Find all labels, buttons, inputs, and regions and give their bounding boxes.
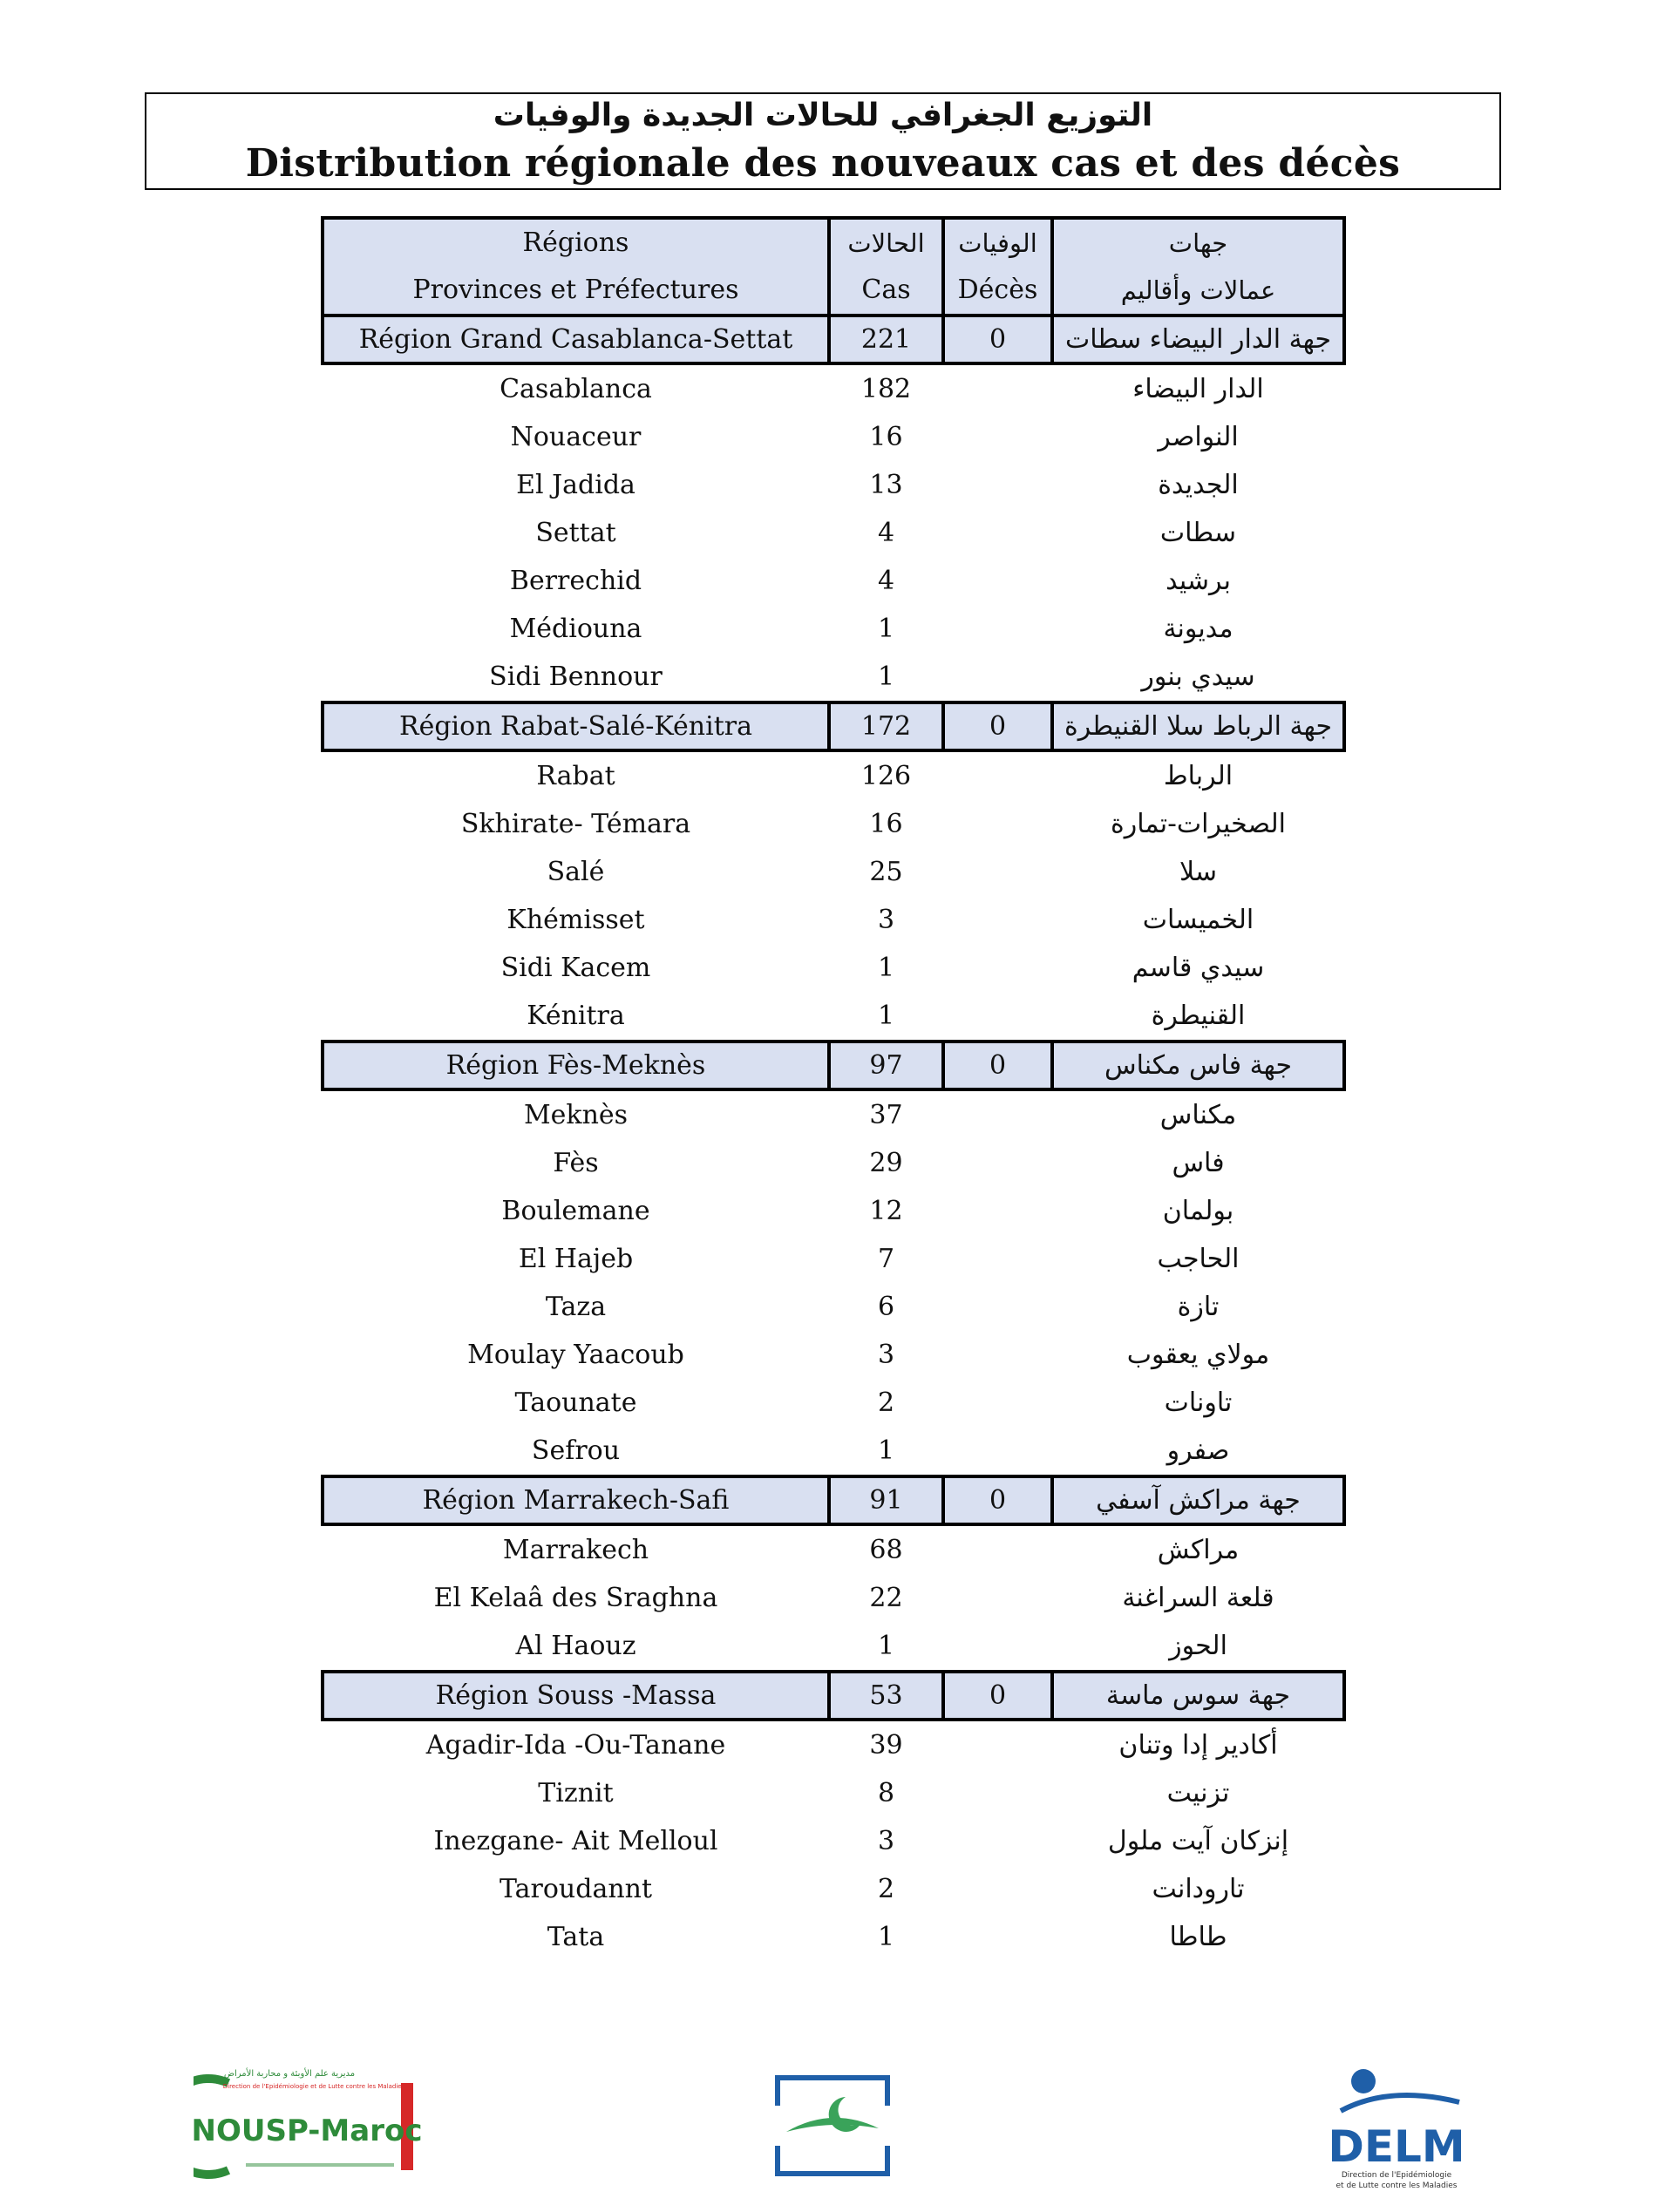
province-name-ar: سطات — [1159, 518, 1237, 548]
province-cas: 1 — [877, 1631, 895, 1661]
province-deces — [943, 413, 1052, 461]
province-deces — [943, 1331, 1052, 1379]
province-name-ar: الدار البيضاء — [1132, 374, 1264, 404]
province-deces — [943, 1427, 1052, 1476]
province-name-ar: تاونات — [1164, 1388, 1233, 1418]
province-name-ar: برشيد — [1166, 566, 1231, 596]
region-row — [323, 316, 1344, 363]
province-cas: 25 — [869, 857, 903, 887]
province-name: Médiouna — [509, 614, 642, 644]
province-name-ar: سيدي قاسم — [1132, 953, 1265, 983]
header-regions-line2: Provinces et Préfectures — [412, 275, 739, 305]
province-row — [323, 1865, 1344, 1913]
province-row — [323, 1720, 1344, 1769]
region-name-ar: جهة الدار البيضاء سطات — [1052, 316, 1344, 363]
region-cas: 172 — [829, 702, 943, 750]
province-name: Tiznit — [538, 1778, 614, 1808]
province-name: Berrechid — [509, 566, 642, 596]
province-name-ar: سلا — [1179, 857, 1218, 887]
province-name-ar: بولمان — [1162, 1196, 1234, 1226]
province-cas: 1 — [877, 614, 895, 644]
province-name: Nouaceur — [510, 422, 642, 452]
province-name-ar: القنيطرة — [1151, 1001, 1246, 1031]
header-cas — [829, 218, 943, 316]
province-name-ar: فاس — [1172, 1148, 1225, 1178]
province-deces — [943, 1913, 1052, 1961]
province-name: Sefrou — [531, 1435, 621, 1466]
province-name: Boulemane — [501, 1196, 650, 1226]
nousp-logo-graphic — [194, 2057, 422, 2188]
province-row — [323, 653, 1344, 702]
nousp-fr-line: Direction de l'Epidémiologie et de Lutte contre les Maladies — [222, 2083, 405, 2090]
province-row — [323, 800, 1344, 848]
province-name: Taza — [545, 1292, 607, 1322]
province-row — [323, 605, 1344, 653]
delm-swoosh-shape — [1341, 2095, 1459, 2111]
province-cas: 182 — [860, 374, 912, 404]
header-cas-ar: الحالات — [847, 228, 925, 258]
nousp-ar-line: مديرية علم الأوبئة و محاربة الأمراض — [223, 2069, 356, 2079]
distribution-table — [321, 216, 1346, 1961]
province-cas: 39 — [869, 1730, 903, 1761]
province-row — [323, 896, 1344, 944]
province-name-ar: مراكش — [1157, 1535, 1240, 1565]
ministry-logo-graphic — [771, 2071, 894, 2181]
delm-figure-head-icon — [1351, 2069, 1376, 2093]
province-deces — [943, 1769, 1052, 1817]
province-cas: 8 — [877, 1778, 895, 1808]
ministry-frame-bottom — [778, 2146, 887, 2174]
province-name: Moulay Yaacoub — [467, 1340, 684, 1370]
region-name: Région Grand Casablanca-Settat — [323, 316, 829, 363]
province-cas: 126 — [860, 761, 912, 791]
province-name-ar: صفرو — [1166, 1435, 1230, 1466]
province-row — [323, 1622, 1344, 1672]
province-row — [323, 1089, 1344, 1139]
province-name-ar: الخميسات — [1142, 905, 1254, 935]
province-deces — [943, 1622, 1052, 1672]
title-french: Distribution régionale des nouveaux cas et des décès — [245, 141, 1401, 186]
title-box — [145, 92, 1501, 190]
province-cas: 12 — [869, 1196, 903, 1226]
region-cas: 53 — [829, 1672, 943, 1720]
province-name-ar: الحوز — [1169, 1631, 1227, 1661]
region-cas: 97 — [829, 1042, 943, 1089]
province-deces — [943, 1865, 1052, 1913]
ministry-frame-top — [778, 2078, 887, 2106]
header-deces — [943, 218, 1052, 316]
province-cas: 3 — [877, 1826, 895, 1856]
region-deces: 0 — [943, 1476, 1052, 1524]
province-name-ar: مديونة — [1163, 614, 1233, 644]
province-row — [323, 1331, 1344, 1379]
region-cas: 221 — [829, 316, 943, 363]
region-cas: 91 — [829, 1476, 943, 1524]
province-cas: 1 — [877, 953, 895, 983]
province-row — [323, 413, 1344, 461]
province-name: Fès — [553, 1148, 599, 1178]
region-deces: 0 — [943, 1042, 1052, 1089]
header-regions-line1: Régions — [522, 227, 629, 258]
province-cas: 4 — [877, 518, 895, 548]
ministry-crescent-icon — [829, 2097, 861, 2132]
province-cas: 13 — [869, 470, 903, 500]
header-arabic — [1052, 218, 1344, 316]
province-name-ar: تزنيت — [1166, 1778, 1230, 1808]
province-name-ar: أكادير إدا وتنان — [1118, 1730, 1278, 1761]
province-deces — [943, 848, 1052, 896]
province-deces — [943, 1235, 1052, 1283]
province-name-ar: إنزكان آيت ملول — [1107, 1826, 1289, 1856]
province-name: Rabat — [536, 761, 615, 791]
province-name: Salé — [547, 857, 605, 887]
province-cas: 3 — [877, 905, 895, 935]
province-row — [323, 944, 1344, 992]
province-cas: 1 — [877, 1922, 895, 1952]
region-name-ar: جهة الرباط سلا القنيطرة — [1052, 702, 1344, 750]
delm-line2: et de Lutte contre les Maladies — [1335, 2181, 1458, 2190]
region-name-ar: جهة فاس مكناس — [1052, 1042, 1344, 1089]
province-cas: 3 — [877, 1340, 895, 1370]
region-name-ar: جهة سوس ماسة — [1052, 1672, 1344, 1720]
province-name-ar: قلعة السراغنة — [1122, 1583, 1274, 1613]
province-deces — [943, 1187, 1052, 1235]
province-cas: 37 — [869, 1100, 903, 1130]
province-row — [323, 509, 1344, 557]
province-name: Al Haouz — [515, 1631, 636, 1661]
province-name: Kénitra — [527, 1001, 625, 1031]
province-cas: 16 — [869, 422, 903, 452]
header-arabic-line2: عمالات وأقاليم — [1120, 275, 1276, 305]
header-deces-fr: Décès — [957, 275, 1038, 305]
province-name-ar: مكناس — [1159, 1100, 1237, 1130]
province-name-ar: طاطا — [1169, 1922, 1227, 1952]
province-deces — [943, 992, 1052, 1042]
region-deces: 0 — [943, 702, 1052, 750]
province-name: Tata — [547, 1922, 605, 1952]
province-row — [323, 1235, 1344, 1283]
header-arabic-line1: جهات — [1168, 228, 1228, 258]
province-deces — [943, 1139, 1052, 1187]
province-name-ar: الرباط — [1163, 761, 1233, 791]
province-deces — [943, 800, 1052, 848]
province-deces — [943, 896, 1052, 944]
province-name-ar: سيدي بنور — [1141, 662, 1255, 692]
province-name-ar: تارودانت — [1152, 1874, 1245, 1904]
province-deces — [943, 461, 1052, 509]
delm-logo-graphic — [1329, 2050, 1465, 2195]
province-cas: 7 — [877, 1244, 895, 1274]
province-row — [323, 557, 1344, 605]
province-name: Inezgane- Ait Melloul — [433, 1826, 718, 1856]
province-name: Sidi Kacem — [500, 953, 651, 983]
province-deces — [943, 1089, 1052, 1139]
province-name: El Kelaâ des Sraghna — [433, 1583, 718, 1613]
nousp-underline — [246, 2163, 394, 2167]
province-row — [323, 1283, 1344, 1331]
delm-logo-text: DELM — [1329, 2121, 1465, 2172]
province-name: El Hajeb — [518, 1244, 634, 1274]
province-row — [323, 1379, 1344, 1427]
delm-line1: Direction de l'Epidémiologie — [1341, 2171, 1452, 2180]
table-body — [323, 218, 1344, 1961]
province-name-ar: النواصر — [1158, 422, 1239, 452]
province-row — [323, 1574, 1344, 1622]
province-row — [323, 1139, 1344, 1187]
province-cas: 29 — [869, 1148, 903, 1178]
region-name: Région Fès-Meknès — [323, 1042, 829, 1089]
province-cas: 16 — [869, 809, 903, 839]
province-name: Sidi Bennour — [489, 662, 663, 692]
nousp-maroc-logo — [194, 2057, 422, 2188]
province-name: Taroudannt — [499, 1874, 653, 1904]
province-name: Settat — [535, 518, 616, 548]
province-name-ar: الحاجب — [1157, 1244, 1240, 1274]
province-row — [323, 750, 1344, 800]
province-cas: 2 — [877, 1388, 895, 1418]
province-name: Khémisset — [506, 905, 645, 935]
province-cas: 2 — [877, 1874, 895, 1904]
province-cas: 1 — [877, 662, 895, 692]
province-deces — [943, 1379, 1052, 1427]
province-name-ar: الجديدة — [1158, 470, 1239, 500]
province-name: El Jadida — [516, 470, 635, 500]
delm-logo — [1329, 2050, 1465, 2195]
title-arabic: التوزيع الجغرافي للحالات الجديدة والوفيات — [493, 98, 1153, 133]
province-deces — [943, 605, 1052, 653]
province-row — [323, 461, 1344, 509]
province-row — [323, 1769, 1344, 1817]
region-name: Région Souss -Massa — [323, 1672, 829, 1720]
region-name-ar: جهة مراكش آسفي — [1052, 1476, 1344, 1524]
province-name: Taounate — [514, 1388, 637, 1418]
province-row — [323, 848, 1344, 896]
table-header-row — [323, 218, 1344, 316]
province-name: Skhirate- Témara — [460, 809, 691, 839]
region-name: Région Rabat-Salé-Kénitra — [323, 702, 829, 750]
province-cas: 1 — [877, 1001, 895, 1031]
province-deces — [943, 1720, 1052, 1769]
province-row — [323, 363, 1344, 413]
region-name: Région Marrakech-Safi — [323, 1476, 829, 1524]
region-row — [323, 702, 1344, 750]
province-deces — [943, 750, 1052, 800]
province-cas: 68 — [869, 1535, 903, 1565]
province-deces — [943, 653, 1052, 702]
ministry-logo — [771, 2071, 894, 2181]
province-cas: 6 — [877, 1292, 895, 1322]
province-deces — [943, 1817, 1052, 1865]
region-deces: 0 — [943, 316, 1052, 363]
province-deces — [943, 944, 1052, 992]
province-name-ar: تازة — [1177, 1292, 1220, 1322]
province-row — [323, 992, 1344, 1042]
region-deces: 0 — [943, 1672, 1052, 1720]
province-row — [323, 1187, 1344, 1235]
region-row — [323, 1042, 1344, 1089]
header-deces-ar: الوفيات — [958, 228, 1037, 258]
province-name-ar: الصخيرات-تمارة — [1111, 809, 1286, 839]
province-deces — [943, 557, 1052, 605]
province-row — [323, 1913, 1344, 1961]
province-name: Agadir-Ida -Ou-Tanane — [425, 1730, 726, 1761]
province-name: Casablanca — [500, 374, 652, 404]
province-name: Meknès — [523, 1100, 629, 1130]
province-deces — [943, 1574, 1052, 1622]
header-cas-fr: Cas — [861, 275, 911, 305]
region-row — [323, 1672, 1344, 1720]
header-regions — [323, 218, 829, 316]
province-row — [323, 1524, 1344, 1574]
province-name-ar: مولاي يعقوب — [1126, 1340, 1270, 1370]
region-row — [323, 1476, 1344, 1524]
province-deces — [943, 363, 1052, 413]
province-row — [323, 1817, 1344, 1865]
province-deces — [943, 1524, 1052, 1574]
province-row — [323, 1427, 1344, 1476]
province-cas: 4 — [877, 566, 895, 596]
province-cas: 1 — [877, 1435, 895, 1466]
province-deces — [943, 1283, 1052, 1331]
nousp-logo-text: NOUSP-Maroc — [194, 2114, 422, 2148]
province-deces — [943, 509, 1052, 557]
province-cas: 22 — [869, 1583, 903, 1613]
province-name: Marrakech — [502, 1535, 649, 1565]
